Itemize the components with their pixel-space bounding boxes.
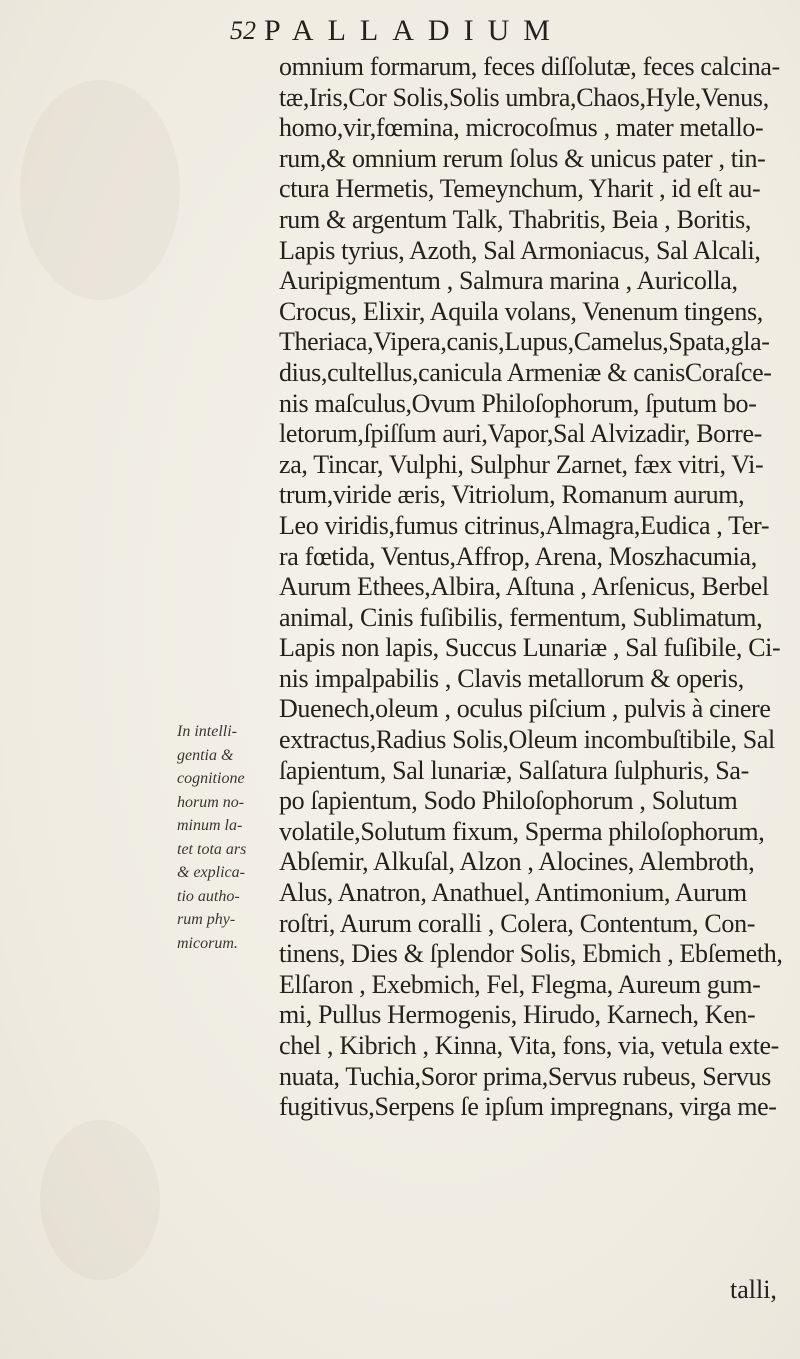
text-line: volatile,Solutum fixum, Sperma philoſophorum, (279, 816, 765, 846)
text-line: ſapientum, Sal lunariæ, Salſatura ſulphuris, Sa- (279, 755, 749, 785)
page-header (230, 14, 730, 54)
text-line: za, Tincar, Vulphi, Sulphur Zarnet, fæx vitri, Vi- (279, 449, 764, 479)
marginal-note-line: tet tota ars (177, 840, 247, 858)
text-line: nis maſculus,Ovum Philoſophorum, ſputum bo- (279, 388, 757, 418)
text-line: extractus,Radius Solis,Oleum incombuſtibile, Sal (279, 725, 775, 755)
text-line: ra fœtida, Ventus,Affrop, Arena, Moszhacumia, (279, 541, 757, 571)
text-line: Theriaca,Vipera,canis,Lupus,Camelus,Spata,gla- (279, 327, 770, 357)
text-line: chel , Kibrich , Kinna, Vita, fons, via, vetula exte- (279, 1031, 779, 1060)
text-line: po ſapientum, Sodo Philoſophorum , Solutum (279, 786, 738, 816)
paper-stain (40, 1120, 160, 1280)
text-line: Abſemir, Alkuſal, Alzon , Alocines, Alembroth, (279, 847, 755, 877)
marginal-note-line: cognitione (177, 770, 245, 787)
text-line: Alus, Anatron, Anathuel, Antimonium, Aurum (279, 878, 747, 908)
text-line: mi, Pullus Hermogenis, Hirudo, Karnech, Ken- (279, 1000, 756, 1030)
text-line: rum & argentum Talk, Thabritis, Beia , Boritis, (279, 204, 752, 234)
text-line: omnium formarum, feces diſſolutæ, feces calcina- (279, 52, 780, 81)
text-line: tinens, Dies & ſplendor Solis, Ebmich , Ebſemeth, (279, 939, 783, 969)
text-line: letorum,ſpiſſum auri,Vapor,Sal Alvizadir, Borre- (279, 419, 762, 449)
marginal-note-line: tio autho- (177, 887, 240, 905)
text-line: Lapis tyrius, Azoth, Sal Armoniacus, Sal Alcali, (279, 235, 761, 265)
marginal-note (177, 720, 277, 955)
text-line: Duenech,oleum , oculus piſcium , pulvis à cinere (279, 694, 771, 724)
marginal-note-line: In intelli- (177, 723, 237, 740)
text-line: homo,vir,fœmina, microcoſmus , mater metallo- (279, 113, 764, 143)
text-line: Elſaron , Exebmich, Fel, Flegma, Aureum gum- (279, 969, 761, 999)
text-line: ctura Hermetis, Temeynchum, Yharit , id eſt au- (279, 174, 761, 204)
marginal-note-line: rum phy- (177, 911, 236, 928)
text-line: roſtri, Aurum coralli , Colera, Contentum, Con- (279, 908, 756, 938)
marginal-note-line: minum la- (177, 817, 243, 834)
text-line: tæ,Iris,Cor Solis,Solis umbra,Chaos,Hyle,Venus, (279, 82, 769, 112)
text-line: rum,& omnium rerum ſolus & unicus pater , tin- (279, 143, 766, 173)
text-line: Crocus, Elixir, Aquila volans, Venenum tingens, (279, 296, 763, 326)
running-title: PALLADIUM (264, 14, 564, 47)
paper-stain (20, 80, 180, 300)
text-line: dius,cultellus,canicula Armeniæ & canisCoraſce- (279, 357, 772, 387)
main-text-block (279, 52, 795, 1123)
text-line: Aurum Ethees,Albira, Aſtuna , Arſenicus, Berbel (279, 572, 769, 602)
marginal-note-line: & explica- (177, 864, 245, 881)
marginal-note-line: micorum. (177, 934, 238, 952)
text-line: nis impalpabilis , Clavis metallorum & operis, (279, 663, 744, 693)
text-line: fugitivus,Serpens ſe ipſum impregnans, virga me- (279, 1092, 777, 1122)
text-line: Auripigmentum , Salmura marina , Auricolla, (279, 266, 738, 296)
text-line: trum,viride æris, Vitriolum, Romanum aurum, (279, 480, 745, 510)
text-line: nuata, Tuchia,Soror prima,Servus rubeus, Servus (279, 1061, 771, 1091)
marginal-note-line: horum no- (177, 793, 245, 811)
marginal-note-line: gentia & (177, 746, 234, 764)
catchword: talli, (730, 1275, 777, 1304)
text-line: animal, Cinis fuſibilis, fermentum, Sublimatum, (279, 602, 763, 632)
text-line: Lapis non lapis, Succus Lunariæ , Sal fuſibile, Ci- (279, 633, 781, 663)
page-number: 52 (230, 16, 256, 45)
text-line: Leo viridis,fumus citrinus,Almagra,Eudica , Ter- (279, 510, 770, 540)
